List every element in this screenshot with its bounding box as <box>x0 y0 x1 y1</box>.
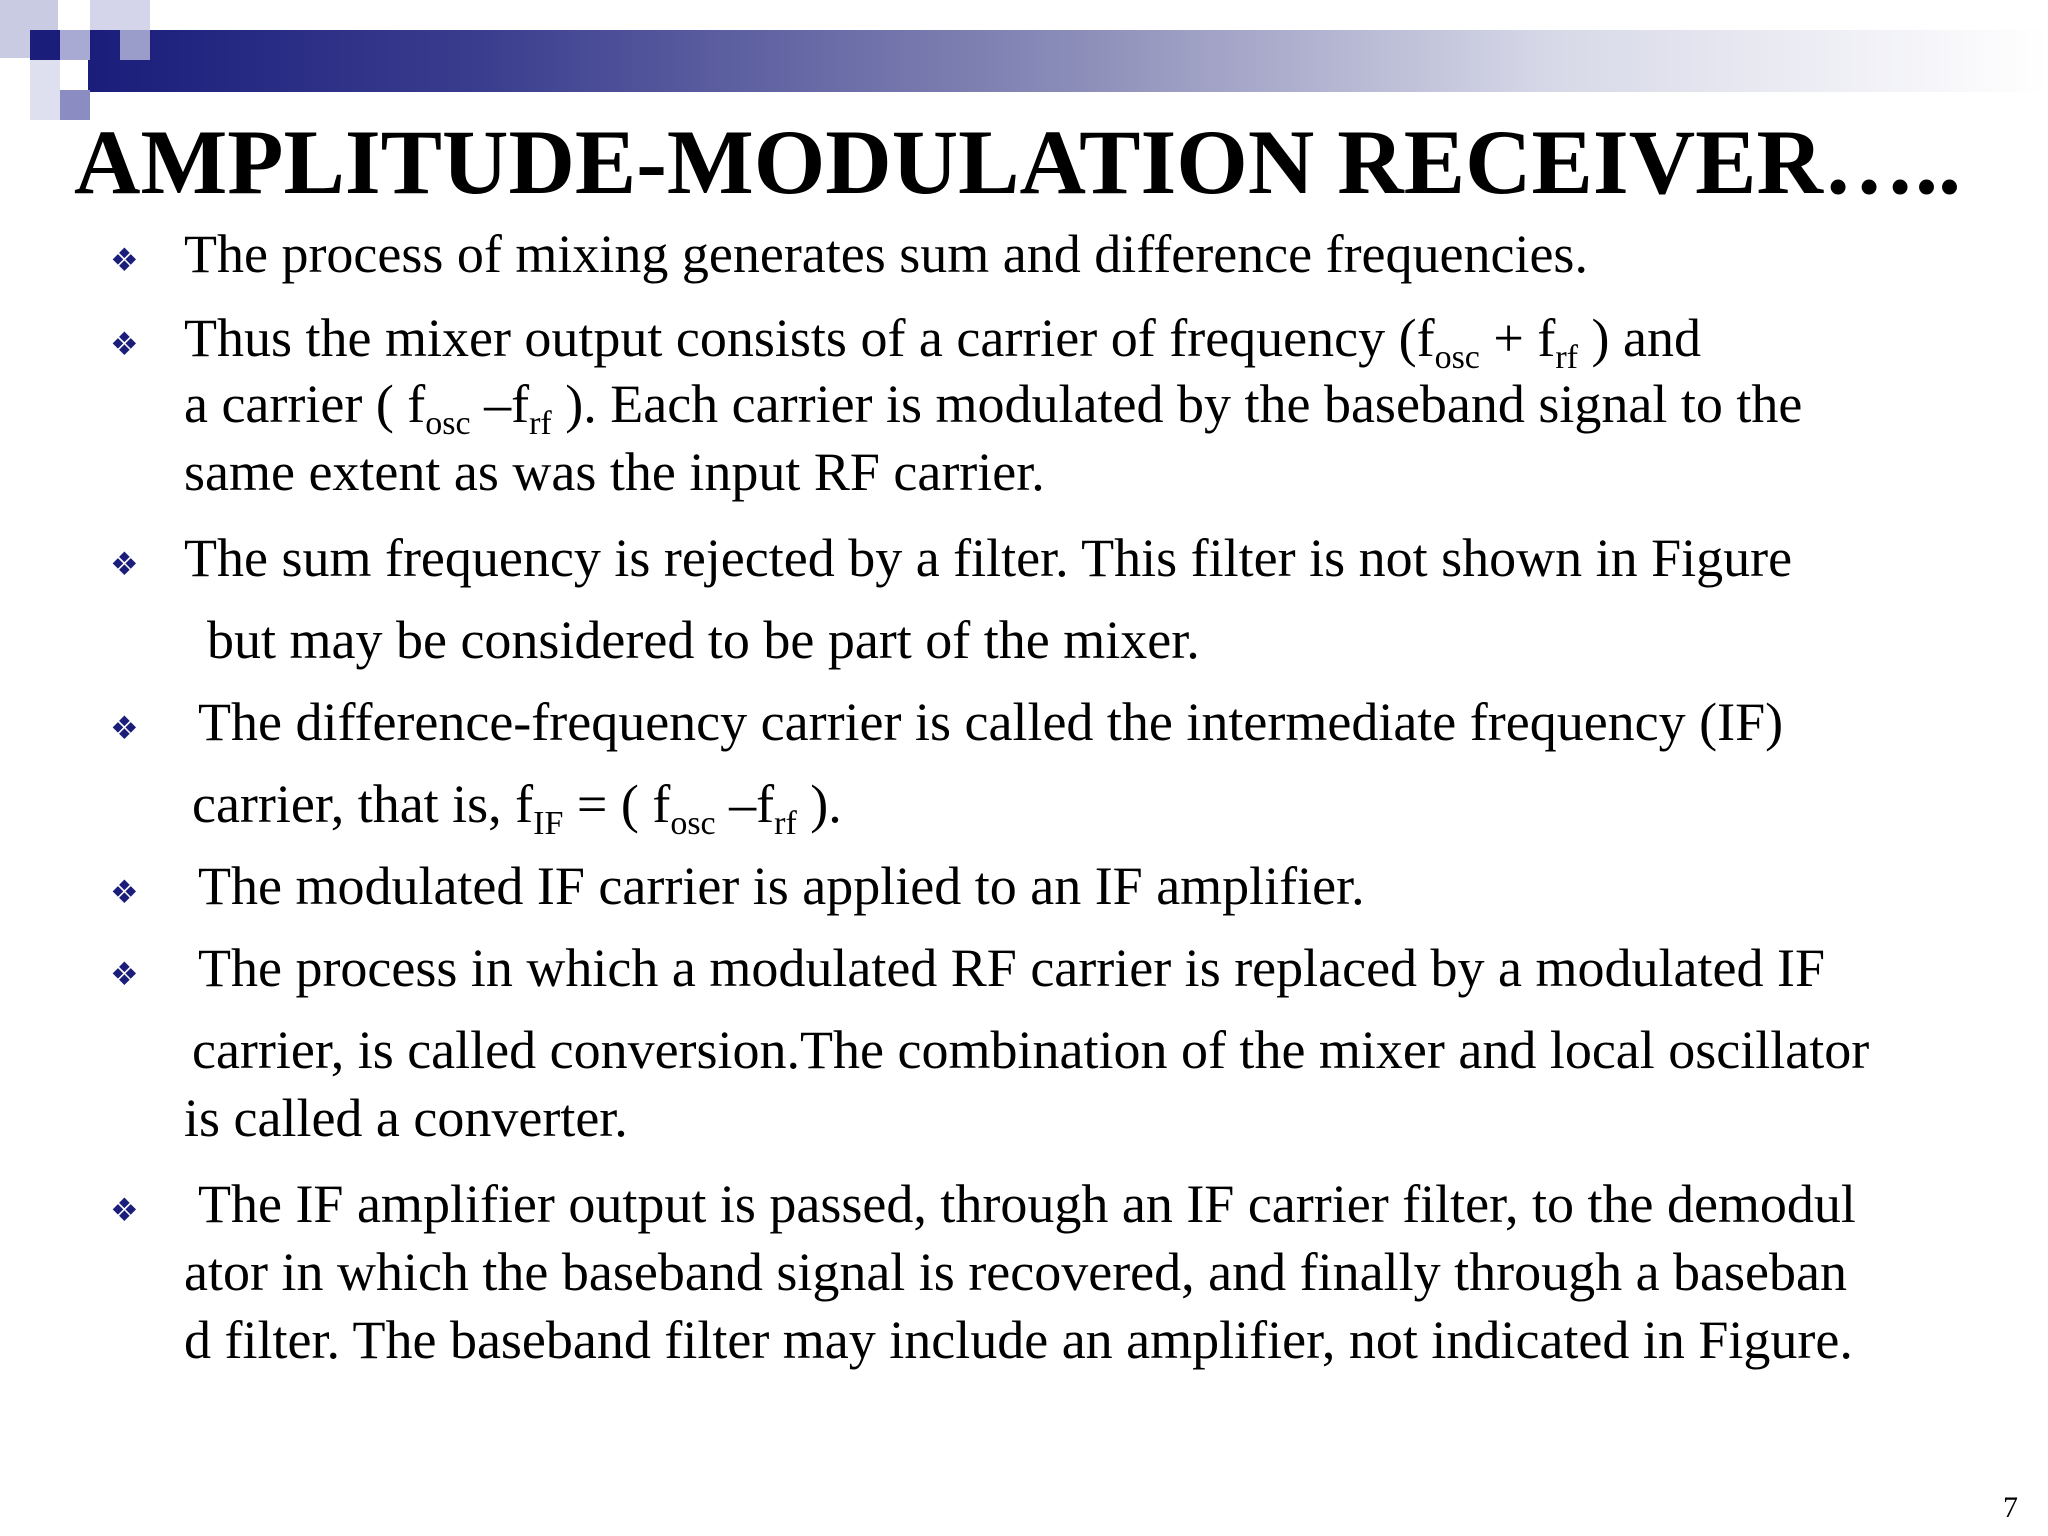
bullet-line: carrier, that is, $f_{IF}$ = ( $f_{osc}$ $-f_{rf}$ ). <box>192 774 842 842</box>
bullet-line: carrier, is called conversion.The combination of the mixer and local oscillator <box>192 1020 1870 1080</box>
bullet-line: The sum frequency is rejected by a filter. This filter is not shown in Figure <box>184 528 1793 588</box>
bullet-line: Thus the mixer output consists of a carrier of frequency ($f_{osc} + f_{rf}$ ) and <box>184 308 1701 376</box>
bullet-icon: ❖ <box>110 546 139 582</box>
header-decoration-square <box>120 30 150 60</box>
bullet-line: The difference-frequency carrier is called the intermediate frequency (IF) <box>198 692 1784 752</box>
bullet-icon: ❖ <box>110 326 139 362</box>
header-decoration-square <box>30 60 60 120</box>
bullet-line: The modulated IF carrier is applied to an IF amplifier. <box>198 856 1365 916</box>
bullet-line: The process of mixing generates sum and difference frequencies. <box>184 224 1588 284</box>
bullet-icon: ❖ <box>110 956 139 992</box>
bullet-line: The process in which a modulated RF carrier is replaced by a modulated IF <box>198 938 1825 998</box>
bullet-line: same extent as was the input RF carrier. <box>184 442 1045 502</box>
bullet-line: The IF amplifier output is passed, through an IF carrier filter, to the demodul <box>198 1174 1856 1234</box>
bullet-line: but may be considered to be part of the mixer. <box>207 610 1200 670</box>
bullet-icon: ❖ <box>110 242 139 278</box>
header-decoration-square <box>30 30 60 60</box>
bullet-icon: ❖ <box>110 874 139 910</box>
header-decoration-square <box>60 30 90 60</box>
bullet-icon: ❖ <box>110 710 139 746</box>
header-gradient-bar <box>88 30 2048 92</box>
bullet-line: d filter. The baseband filter may include an amplifier, not indicated in Figure. <box>184 1310 1853 1370</box>
header-decoration-square <box>90 0 150 30</box>
slide-title: AMPLITUDE-MODULATION RECEIVER….. <box>74 111 1961 213</box>
bullet-line: a carrier ( $f_{osc}$ $-f_{rf}$ ). Each carrier is modulated by the baseband signal to the <box>184 374 1803 442</box>
bullet-icon: ❖ <box>110 1192 139 1228</box>
bullet-line: ator in which the baseband signal is recovered, and finally through a baseban <box>184 1242 1847 1302</box>
page-number: 7 <box>2003 1491 2018 1524</box>
bullet-line: is called a converter. <box>184 1088 628 1148</box>
